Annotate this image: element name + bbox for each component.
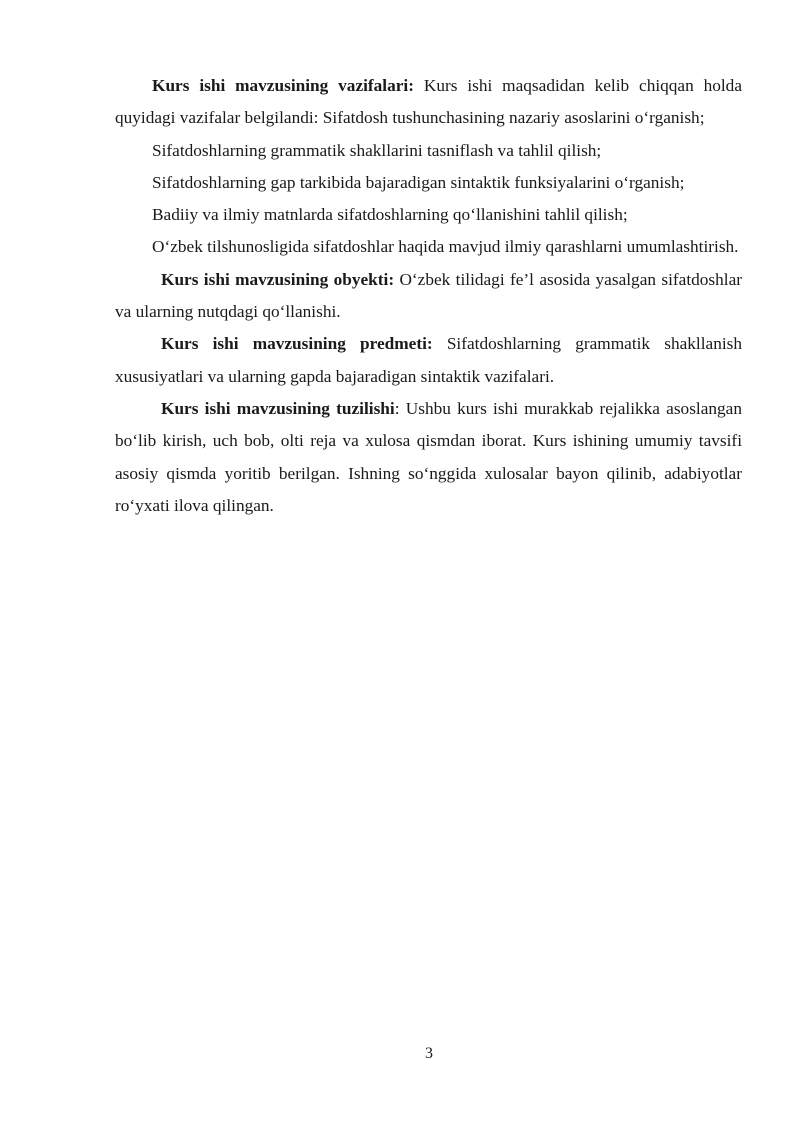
structure-heading: Kurs ishi mavzusining tuzilishi (161, 398, 395, 418)
task-item: Sifatdoshlarning gap tarkibida bajaradigan sintaktik funksiyalarini o‘rganish; (152, 172, 685, 192)
structure-text: : Ushbu kurs ishi murakkab rejalikka asoslangan bo‘lib kirish, uch bob, olti reja va xulosa qismdan iborat. Kurs ishining umumiy tavsifi asosiy qismda yoritib berilgan. Ishning so‘nggida xulosalar bayon qilinib, adabiyotlar ro‘yxati ilova qilingan. (115, 398, 742, 515)
document-body (115, 70, 742, 522)
page-number: 3 (425, 1045, 433, 1062)
tasks-heading: Kurs ishi mavzusining vazifalari: (152, 76, 414, 95)
object-heading: Kurs ishi mavzusining obyekti: (161, 269, 395, 289)
subject-text: Sifatdoshlarning grammatik shakllanish xususiyatlari va ularning gapda bajaradigan sintaktik vazifalari. (115, 334, 742, 386)
subject-paragraph (115, 328, 742, 393)
structure-paragraph (115, 393, 742, 522)
task-item: O‘zbek tilshunosligida sifatdoshlar haqida mavjud ilmiy qarashlarni umumlashtirish. (152, 237, 739, 257)
task-item: Sifatdoshlarning grammatik shakllarini tasniflash va tahlil qilish; (152, 140, 602, 160)
object-text: O‘zbek tilidagi fe’l asosida yasalgan sifatdoshlar va ularning nutqdagi qo‘llanishi. (115, 269, 742, 322)
tasks-paragraph (115, 70, 742, 135)
task-item: Badiiy va ilmiy matnlarda sifatdoshlarning qo‘llanishini tahlil qilish; (152, 205, 628, 225)
object-paragraph (115, 264, 742, 329)
tasks-intro: Kurs ishi maqsadidan kelib chiqqan holda quyidagi vazifalar belgilandi: Sifatdosh tushunchasining nazariy asoslarini o‘rganish; (115, 76, 742, 128)
subject-heading: Kurs ishi mavzusining predmeti: (161, 334, 433, 354)
